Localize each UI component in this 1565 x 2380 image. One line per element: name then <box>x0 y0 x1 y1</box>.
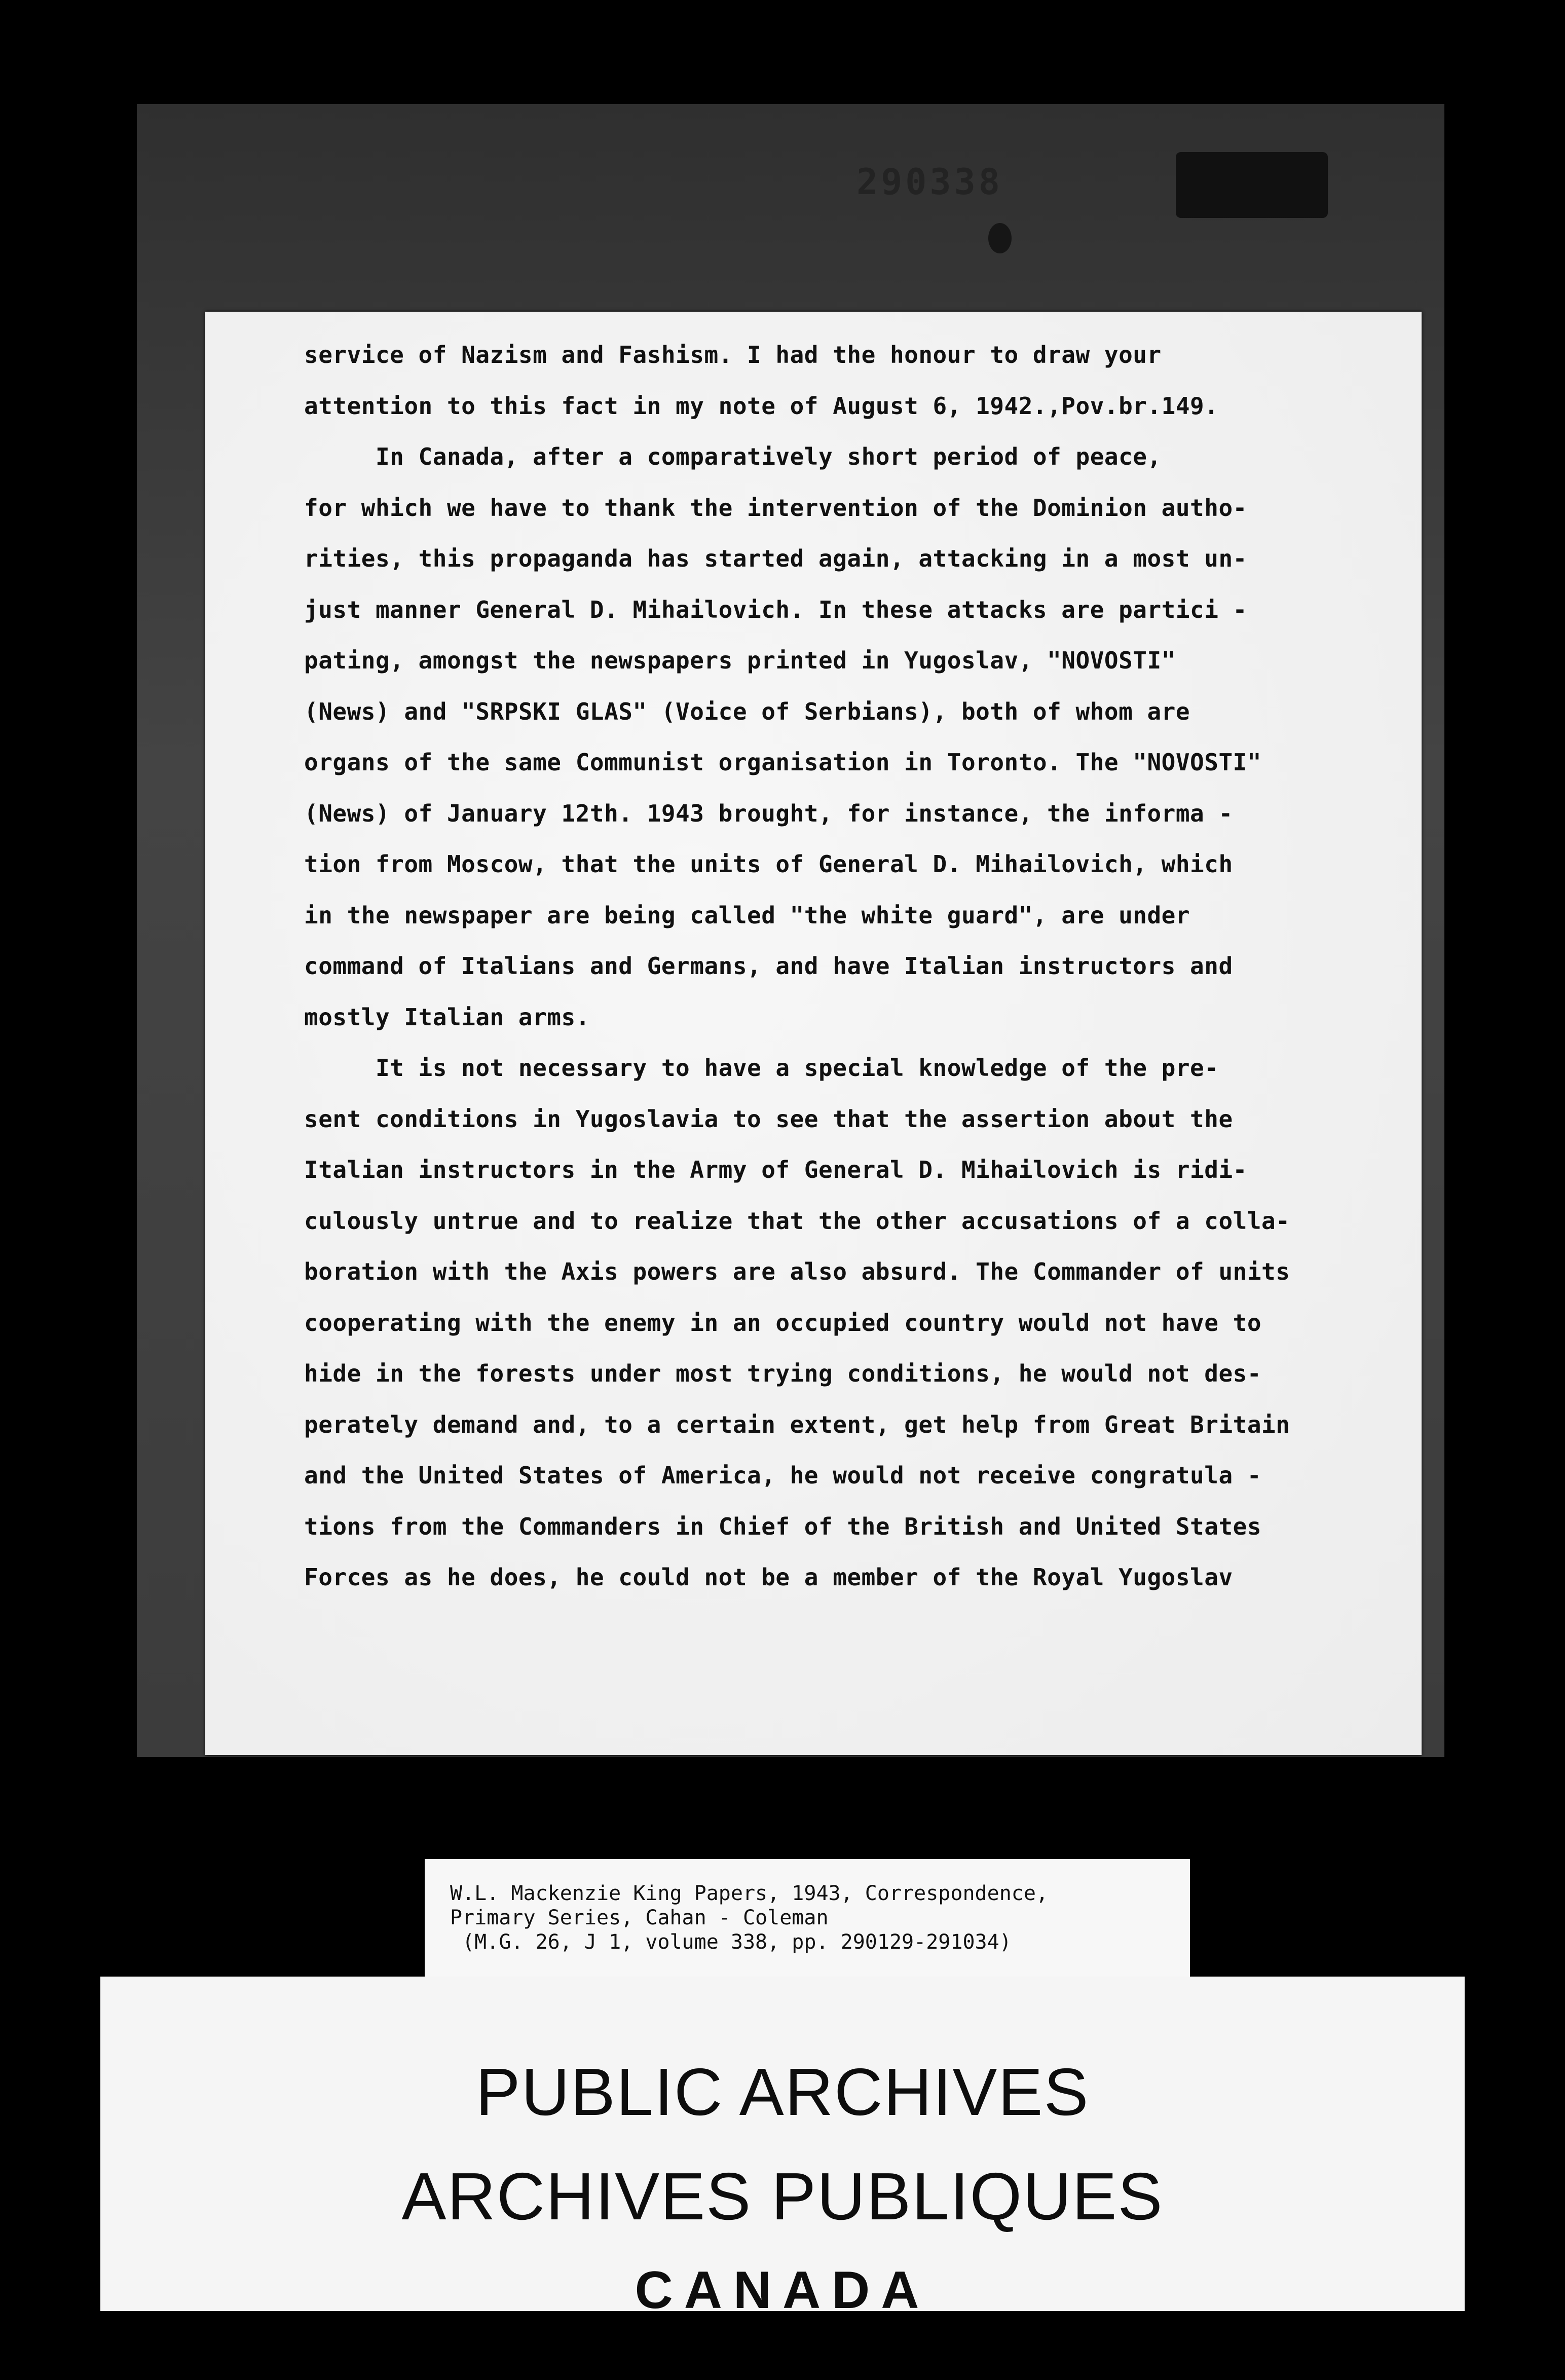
letter-line: sent conditions in Yugoslavia to see that the assertion about the <box>304 1105 1233 1133</box>
letter-line: boration with the Axis powers are also absurd. The Commander of units <box>304 1258 1290 1285</box>
letter-line: service of Nazism and Fashism. I had the honour to draw your <box>304 341 1162 368</box>
letter-line: rities, this propaganda has started again, attacking in a most un- <box>304 545 1247 572</box>
letter-body <box>304 329 1399 1603</box>
letter-line: attention to this fact in my note of August 6, 1942.,Pov.br.149. <box>304 392 1219 420</box>
citation-line: W.L. Mackenzie King Papers, 1943, Correspondence, <box>450 1882 1049 1905</box>
letter-line: hide in the forests under most trying conditions, he would not des- <box>304 1360 1262 1387</box>
letter-line: just manner General D. Mihailovich. In these attacks are partici - <box>304 596 1247 623</box>
letter-line: mostly Italian arms. <box>304 1003 590 1031</box>
citation-line: Primary Series, Cahan - Coleman <box>450 1906 829 1929</box>
archive-page-number: 290338 <box>856 161 1003 203</box>
letter-line: in the newspaper are being called "the white guard", are under <box>304 901 1190 929</box>
letter-line: for which we have to thank the intervention of the Dominion autho- <box>304 494 1247 522</box>
citation-line: (M.G. 26, J 1, volume 338, pp. 290129-291034) <box>450 1930 1012 1954</box>
letter-line: culously untrue and to realize that the other accusations of a colla- <box>304 1207 1290 1235</box>
letter-line: cooperating with the enemy in an occupied country would not have to <box>304 1309 1262 1336</box>
letter-line: Italian instructors in the Army of General D. Mihailovich is ridi- <box>304 1156 1247 1183</box>
archive-name-english: PUBLIC ARCHIVES <box>475 2055 1090 2129</box>
letter-line: tions from the Commanders in Chief of the British and United States <box>304 1512 1262 1540</box>
letter-line: In Canada, after a comparatively short period of peace, <box>304 443 1162 470</box>
letter-line: and the United States of America, he would not receive congratula - <box>304 1462 1262 1489</box>
letter-line: tion from Moscow, that the units of General D. Mihailovich, which <box>304 850 1233 878</box>
letter-line: organs of the same Communist organisation in Toronto. The "NOVOSTI" <box>304 749 1262 776</box>
letter-line: perately demand and, to a certain extent, get help from Great Britain <box>304 1410 1290 1438</box>
letter-page <box>205 312 1422 1755</box>
punch-hole-mark <box>988 223 1012 253</box>
letter-line: (News) of January 12th. 1943 brought, for instance, the informa - <box>304 799 1233 827</box>
letter-line: (News) and "SRPSKI GLAS" (Voice of Serbians), both of whom are <box>304 697 1190 725</box>
archive-name-french: ARCHIVES PUBLIQUES <box>401 2159 1164 2234</box>
tape-mark <box>1176 152 1328 218</box>
archive-stamp-card <box>100 1977 1465 2320</box>
archive-country: CANADA <box>635 2261 930 2320</box>
letter-line: Forces as he does, he could not be a member of the Royal Yugoslav <box>304 1564 1233 1591</box>
citation-slip <box>425 1859 1190 1978</box>
letter-line: command of Italians and Germans, and have Italian instructors and <box>304 952 1233 980</box>
letter-line: It is not necessary to have a special knowledge of the pre- <box>304 1054 1219 1082</box>
letter-line: pating, amongst the newspapers printed in Yugoslav, "NOVOSTI" <box>304 647 1176 674</box>
